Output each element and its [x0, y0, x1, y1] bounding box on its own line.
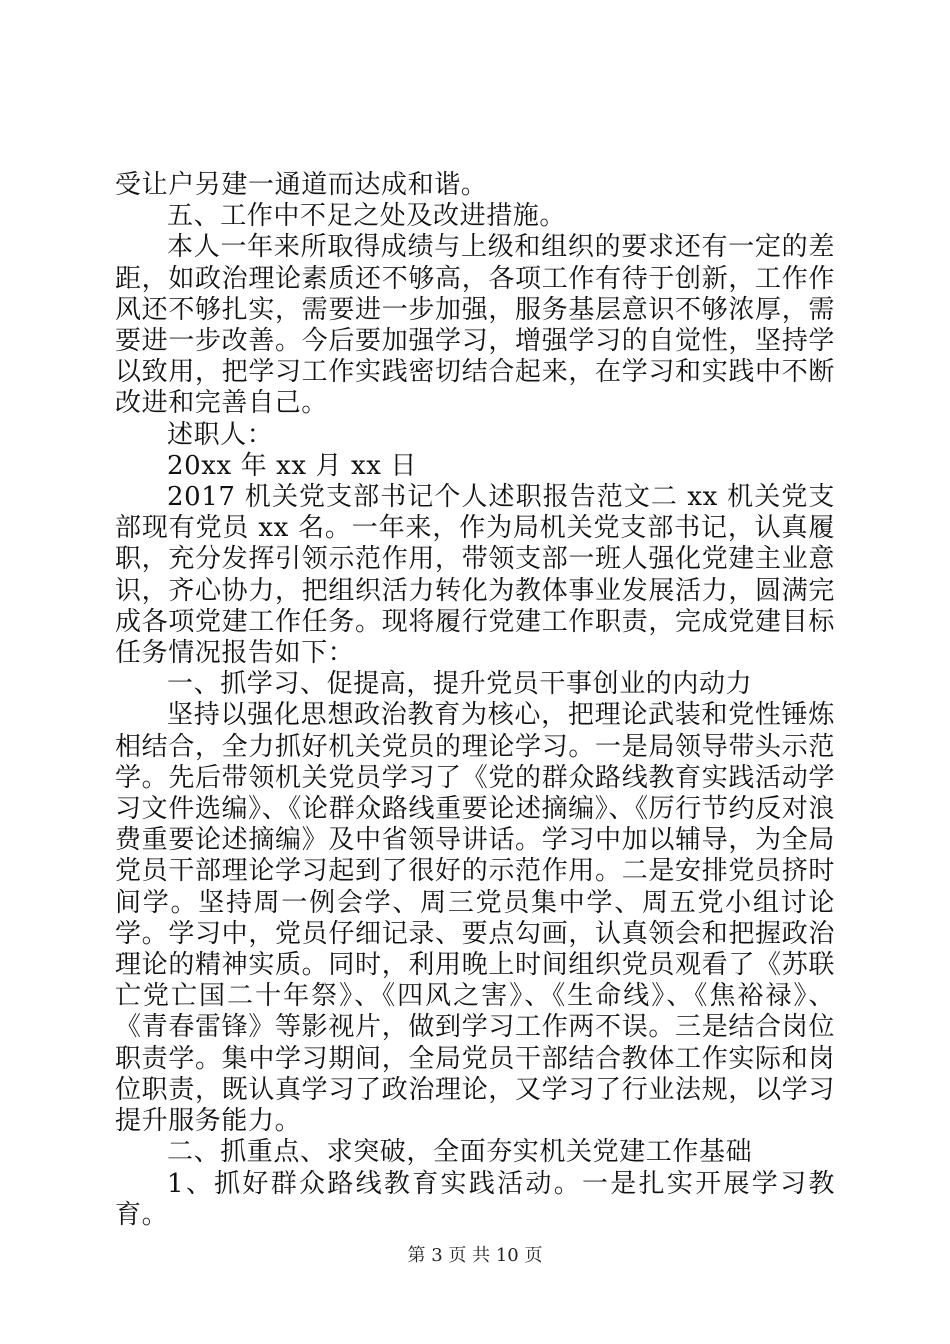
report-date: 20xx 年 xx 月 xx 日 [167, 450, 417, 481]
section-heading-2: 二、抓重点、求突破，全面夯实机关党建工作基础 [167, 1137, 753, 1168]
paragraph-study: 坚持以强化思想政治教育为核心，把理论武装和党性锤炼相结合，全力抓好机关党员的理论学习。一是局领导带头示范学。先后带领机关党员学习了《党的群众路线教育实践活动学习文件选编》、《论群众路线重要论述摘编》、《厉行节约反对浪费重要论述摘编》及中省领导讲话。学习中加以辅导，为全局党员干部理论学习起到了很好的示范作用。二是安排党员挤时间学。坚持周一例会学、周三党员集中学、周五党小组讨论学。学习中，党员仔细记录、要点勾画，认真领会和把握政治理论的精神实质。同时，利用晚上时间组织党员观看了《苏联亡党亡国二十年祭》、《四风之害》、《生命线》、《焦裕禄》、《青春雷锋》等影视片，做到学习工作两不误。三是结合岗位职责学。集中学习期间，全局党员干部结合教体工作实际和岗位职责，既认真学习了政治理论，又学习了行业法规，以学习提升服务能力。 [115, 700, 835, 1137]
reporter-label: 述职人： [167, 419, 274, 450]
page-footer [0, 1245, 950, 1267]
paragraph-report-two-intro: 2017 机关党支部书记个人述职报告范文二 xx 机关党支部现有党员 xx 名。一年来，作为局机关党支部书记，认真履职，充分发挥引领示范作用，带领支部一班人强化党建主业意识，齐心协力，把组织活力转化为教体事业发展活力，圆满完成各项党建工作任务。现将履行党建工作职责，完成党建目标任务情况报告如下： [115, 482, 835, 669]
section-heading-5: 五、工作中不足之处及改进措施。 [167, 201, 567, 232]
page-number: 第 3 页 共 10 页 [407, 1245, 543, 1266]
paragraph-shortcomings: 本人一年来所取得成绩与上级和组织的要求还有一定的差距，如政治理论素质还不够高，各项工作有待于创新，工作作风还不够扎实，需要进一步加强，服务基层意识不够浓厚，需要进一步改善。今后要加强学习，增强学习的自觉性，坚持学以致用，把学习工作实践密切结合起来，在学习和实践中不断改进和完善自己。 [115, 232, 835, 419]
document-body [115, 170, 835, 1231]
paragraph-continuation: 受让户另建一通道而达成和谐。 [115, 170, 488, 200]
paragraph-mass-line: 1、抓好群众路线教育实践活动。一是扎实开展学习教育。 [115, 1168, 835, 1230]
section-heading-1: 一、抓学习、促提高，提升党员干事创业的内动力 [167, 669, 753, 700]
